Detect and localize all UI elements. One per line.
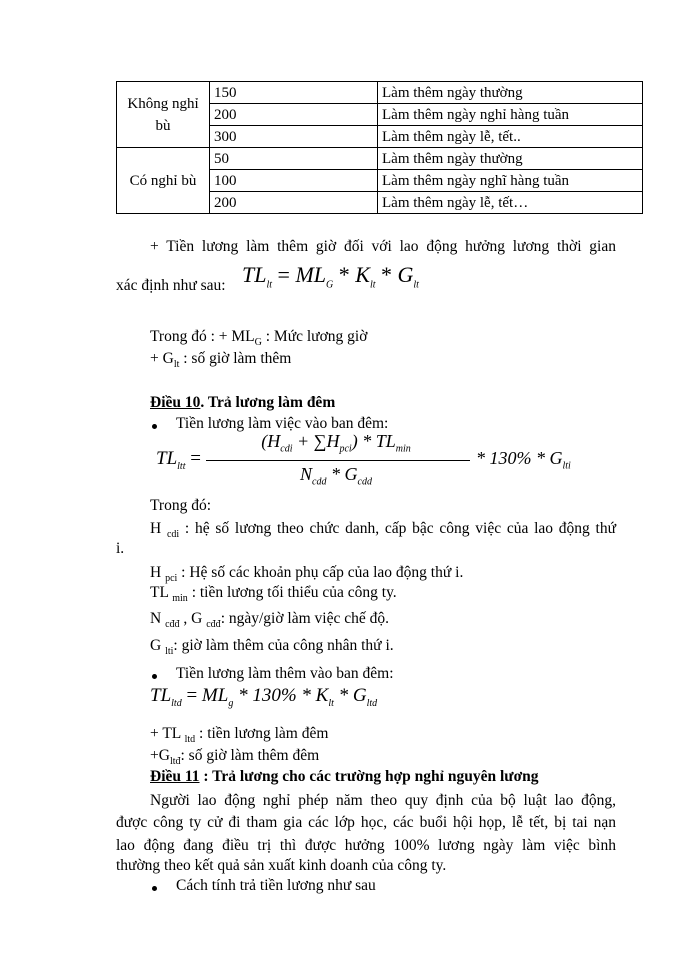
- article-10-heading: [150, 394, 335, 412]
- table-row: [117, 148, 643, 170]
- formula-sub: lti: [562, 460, 571, 472]
- def-gltd: [150, 747, 319, 767]
- def-sub: ltđ: [169, 756, 181, 768]
- def-sub: pci: [165, 573, 178, 585]
- article-title: . Trả lương làm đêm: [200, 394, 336, 411]
- formula-sub: ltd: [366, 697, 378, 709]
- def-text: : hệ số lương theo chức danh, cấp bậc công việc của lao động thứ: [179, 520, 616, 537]
- paragraph-line: Người lao động nghỉ phép năm theo quy định của bộ luật lao động,: [150, 792, 616, 809]
- def-text: TL: [150, 584, 173, 601]
- formula-op: =: [277, 262, 290, 287]
- rate-cell: 300: [210, 126, 378, 148]
- def-sub: lt: [173, 359, 180, 371]
- group-label: Có nghỉ bù: [117, 148, 210, 214]
- group-label: [117, 82, 210, 148]
- rate-cell: 150: [210, 82, 378, 104]
- def-glt: [150, 350, 291, 370]
- def-text: : Mức lương giờ: [261, 328, 368, 345]
- formula-sub: ltd: [171, 697, 182, 709]
- formula-term: * G: [333, 685, 367, 706]
- formula-term: (H: [261, 431, 281, 451]
- bullet-icon: [152, 886, 157, 891]
- def-text: : Hệ số các khoản phụ cấp của lao động thứ i.: [177, 564, 464, 581]
- def-text: + G: [150, 350, 174, 367]
- desc-cell: Làm thêm ngày nghĩ hàng tuần: [378, 170, 643, 192]
- desc-cell: Làm thêm ngày thường: [378, 82, 643, 104]
- formula-term: TL: [242, 262, 267, 287]
- def-sub: cđđ: [165, 619, 180, 631]
- def-hpci: [150, 564, 463, 584]
- def-sub: min: [172, 593, 188, 605]
- formula-sub: G: [326, 279, 334, 291]
- paragraph-line: được công ty cử đi tham gia các lớp học, các buổi hội họp, lễ tết, bị tai nạn: [116, 814, 616, 831]
- def-text: : số giờ làm thêm đêm: [180, 747, 320, 764]
- formula-term: N: [300, 464, 313, 484]
- def-text: Trong đó : + ML: [150, 328, 255, 345]
- def-text: + TL: [150, 725, 185, 742]
- formula-sub: cdd: [312, 476, 327, 488]
- desc-cell: Làm thêm ngày thường: [378, 148, 643, 170]
- bullet-icon: [152, 674, 157, 679]
- formula-term: TL: [156, 448, 178, 469]
- desc-cell: Làm thêm ngày nghỉ hàng tuần: [378, 104, 643, 126]
- def-text: : số giờ làm thêm: [179, 350, 292, 367]
- night-overtime-formula: [150, 685, 377, 709]
- formula-sub: lt: [266, 279, 273, 291]
- group-label-line1: Không nghỉ: [127, 95, 199, 112]
- night-pay-label: Tiền lương làm việc vào ban đêm:: [176, 415, 389, 432]
- formula-sub: cdd: [357, 476, 372, 488]
- formula-term: ML: [201, 685, 229, 706]
- night-formula-lhs: $TL_{ltt}$ =: [156, 448, 201, 472]
- fraction-bar: [206, 460, 470, 461]
- formula-sub: lt: [328, 697, 334, 709]
- def-mlg: [150, 328, 367, 348]
- formula-sub: ltt: [177, 460, 186, 472]
- group-label-line2: bù: [155, 117, 171, 134]
- rate-cell: 50: [210, 148, 378, 170]
- def-text: N: [150, 610, 166, 627]
- formula-term: + ∑H: [292, 431, 340, 451]
- def-text: : tiền lương tối thiểu của công ty.: [187, 584, 397, 601]
- night-overtime-label: Tiền lương làm thêm vào ban đêm:: [176, 665, 394, 682]
- overtime-rate-table: [116, 81, 643, 214]
- def-hcdi-wrap: i.: [116, 540, 125, 557]
- formula-term: ) * TL: [351, 431, 396, 451]
- rate-cell: 200: [210, 192, 378, 214]
- def-text: H: [150, 564, 166, 581]
- overtime-formula: [242, 262, 419, 290]
- article-number: Điều 10: [150, 394, 201, 411]
- article-11-heading: [150, 768, 539, 786]
- formula-term: G: [397, 262, 414, 287]
- rate-cell: 100: [210, 170, 378, 192]
- formula-term: * G: [326, 464, 358, 484]
- def-sub: ltd: [184, 734, 196, 746]
- paragraph-line: lao động đang điều trị thì được hưởng 100% lương ngày làm việc bình: [116, 837, 616, 854]
- formula-term: ML: [295, 262, 327, 287]
- formula-sub: min: [395, 443, 411, 455]
- formula-sub: pci: [339, 443, 352, 455]
- def-text: , G: [179, 610, 207, 627]
- formula-op: *: [381, 262, 393, 287]
- formula-op: *: [338, 262, 350, 287]
- def-ncdd: [150, 610, 389, 630]
- def-tlltd: [150, 725, 328, 745]
- def-text: : tiền lương làm đêm: [195, 725, 329, 742]
- def-sub: cdi: [166, 529, 180, 541]
- night-formula-numerator: [204, 431, 468, 455]
- formula-sub: lt: [413, 279, 419, 291]
- night-formula-tail: [476, 448, 571, 472]
- formula-sub: lt: [369, 279, 376, 291]
- article-title: : Trả lương cho các trường hợp nghỉ nguyên lương: [199, 768, 539, 785]
- def-text: H: [150, 520, 167, 537]
- def-hcdi: [150, 518, 616, 546]
- article-number: Điều 11: [150, 768, 200, 785]
- overtime-intro-line2: xác định như sau:: [116, 277, 226, 294]
- formula-term: * 130% * K: [233, 685, 329, 706]
- calc-method-label: Cách tính trả tiền lương như sau: [176, 877, 376, 894]
- desc-cell: Làm thêm ngày lễ, tết…: [378, 192, 643, 214]
- def-text: : giờ làm thêm của công nhân thứ i.: [173, 637, 394, 654]
- formula-op: =: [186, 685, 198, 706]
- def-text: G: [150, 637, 166, 654]
- rate-cell: 200: [210, 104, 378, 126]
- def-sub: cđđ: [206, 619, 221, 631]
- def-glti: [150, 637, 394, 657]
- paragraph-line: thường theo kết quả sản xuất kinh doanh của công ty.: [116, 857, 447, 874]
- night-formula-denominator: [204, 464, 468, 488]
- formula-term: TL: [150, 685, 172, 706]
- formula-sub: cdi: [280, 443, 293, 455]
- formula-term: K: [355, 262, 370, 287]
- def-intro: Trong đó:: [150, 497, 212, 514]
- bullet-icon: [152, 424, 157, 429]
- table-row: [117, 82, 643, 104]
- desc-cell: Làm thêm ngày lễ, tết..: [378, 126, 643, 148]
- def-tlmin: [150, 584, 397, 604]
- def-text: : ngày/giờ làm việc chế độ.: [220, 610, 390, 627]
- overtime-intro-line1: + Tiền lương làm thêm giờ đối với lao động hưởng lương thời gian: [150, 238, 616, 255]
- def-sub: lti: [165, 646, 174, 658]
- formula-term: * 130% * G: [476, 448, 563, 468]
- formula-sub: g: [228, 697, 234, 709]
- def-sub: G: [254, 337, 262, 349]
- def-text: +G: [150, 747, 170, 764]
